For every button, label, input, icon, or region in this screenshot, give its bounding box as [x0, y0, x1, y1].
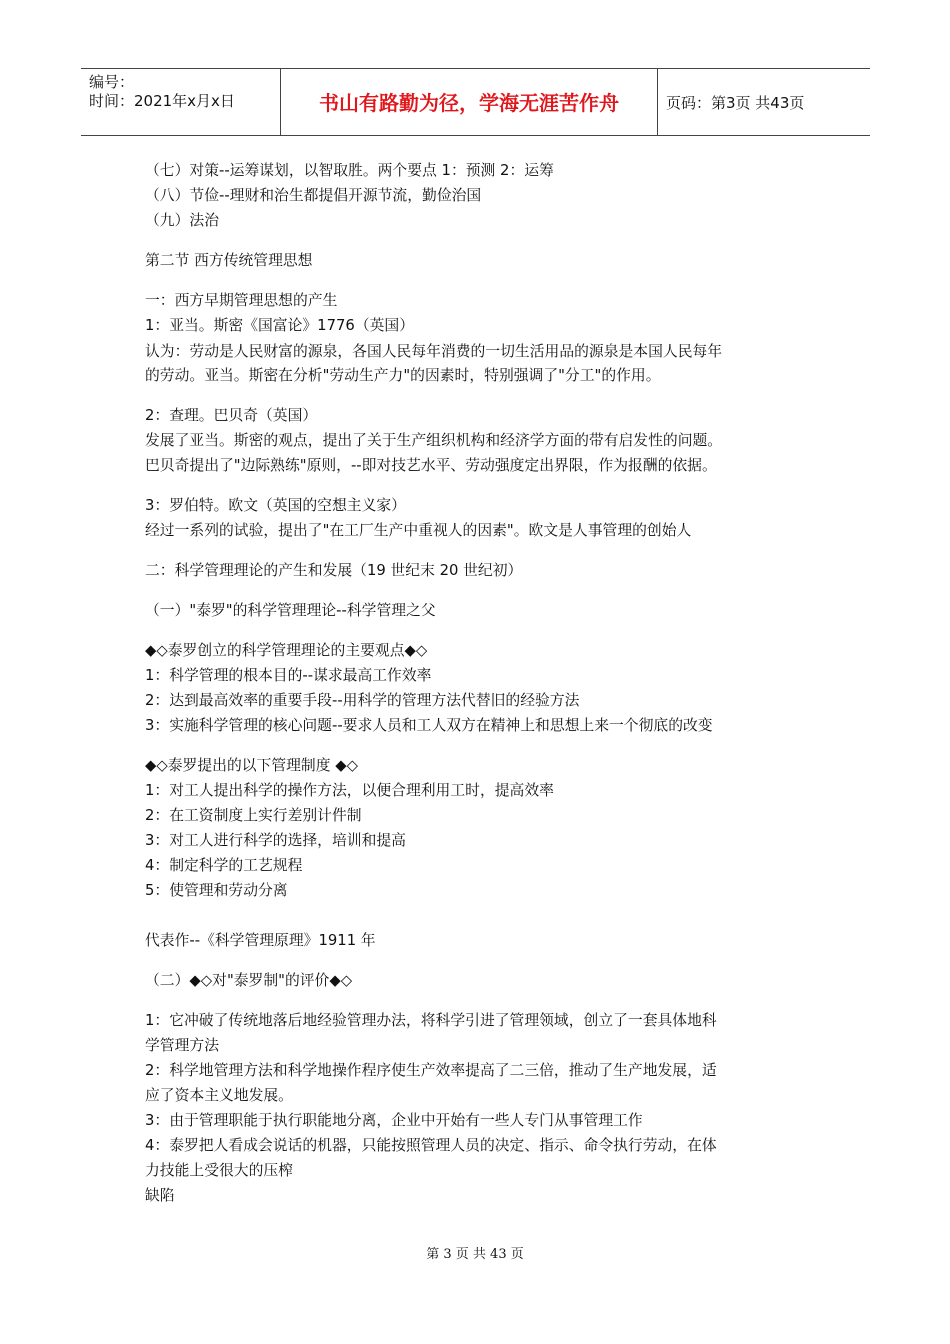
text-line: 3：对工人进行科学的选择，培训和提高	[145, 832, 406, 849]
text-line: 经过一系列的试验，提出了"在工厂生产中重视人的因素"。欧文是人事管理的创始人	[145, 522, 692, 539]
page-header	[81, 68, 870, 136]
text-line: 1：它冲破了传统地落后地经验管理办法，将科学引进了管理领域，创立了一套具体地科	[145, 1012, 717, 1029]
text-line: 5：使管理和劳动分离	[145, 882, 288, 899]
page-footer: 第 3 页 共 43 页	[426, 1247, 524, 1262]
text-line: （九）法治	[145, 212, 219, 229]
text-line: 1：科学管理的根本目的--谋求最高工作效率	[145, 667, 432, 684]
text-line: 发展了亚当。斯密的观点，提出了关于生产组织机构和经济学方面的带有启发性的问题。	[145, 432, 723, 449]
text-line: 4：泰罗把人看成会说话的机器，只能按照管理人员的决定、指示、命令执行劳动，在体	[145, 1137, 717, 1154]
text-line: （八）节俭--理财和治生都提倡开源节流，勤俭治国	[145, 187, 482, 204]
text-line: （二）◆◇对"泰罗制"的评价◆◇	[145, 972, 353, 989]
text-line: 一：西方早期管理思想的产生	[145, 292, 338, 309]
text-line: 学管理方法	[145, 1037, 219, 1054]
text-line: 3：由于管理职能于执行职能地分离，企业中开始有一些人专门从事管理工作	[145, 1112, 643, 1129]
text-line: （七）对策--运筹谋划，以智取胜。两个要点 1：预测 2：运筹	[145, 162, 554, 179]
text-line: 应了资本主义地发展。	[145, 1087, 293, 1104]
page-info: 页码：第3页 共43页	[666, 94, 805, 112]
header-motto-cell	[281, 69, 658, 135]
text-line: 2：在工资制度上实行差别计件制	[145, 807, 362, 824]
text-line: 2：科学地管理方法和科学地操作程序使生产效率提高了二三倍，推动了生产地发展，适	[145, 1062, 717, 1079]
text-line: 巴贝奇提出了"边际熟练"原则，--即对技艺水平、劳动强度定出界限，作为报酬的依据。	[145, 457, 717, 474]
text-line: 认为：劳动是人民财富的源泉，各国人民每年消费的一切生活用品的源泉是本国人民每年	[145, 343, 723, 360]
text-line: 力技能上受很大的压榨	[145, 1162, 293, 1179]
text-line: ◆◇泰罗提出的以下管理制度 ◆◇	[145, 757, 358, 774]
header-page-cell	[658, 69, 870, 135]
text-line: 缺陷	[145, 1187, 175, 1204]
date-label: 时间：2021年x月x日	[89, 92, 235, 110]
text-line: 1：亚当。斯密《国富论》1776（英国）	[145, 317, 415, 334]
text-line: 2：达到最高效率的重要手段--用科学的管理方法代替旧的经验方法	[145, 692, 580, 709]
text-line: 3：实施科学管理的核心问题--要求人员和工人双方在精神上和思想上来一个彻底的改变	[145, 717, 713, 734]
document-number-label: 编号：	[89, 73, 135, 91]
text-line: 1：对工人提出科学的操作方法，以便合理利用工时，提高效率	[145, 782, 554, 799]
text-line: 4：制定科学的工艺规程	[145, 857, 303, 874]
text-line: 二：科学管理理论的产生和发展（19 世纪末 20 世纪初）	[145, 562, 523, 579]
motto-text: 书山有路勤为径，学海无涯苦作舟	[319, 91, 619, 115]
text-line: 代表作--《科学管理原理》1911 年	[145, 932, 376, 949]
text-line: （一）"泰罗"的科学管理理论--科学管理之父	[145, 602, 436, 619]
text-line: ◆◇泰罗创立的科学管理理论的主要观点◆◇	[145, 642, 428, 659]
section-heading: 第二节 西方传统管理思想	[145, 252, 313, 269]
header-info-cell	[81, 69, 281, 135]
text-line: 2：查理。巴贝奇（英国）	[145, 407, 318, 424]
text-line: 的劳动。亚当。斯密在分析"劳动生产力"的因素时，特别强调了"分工"的作用。	[145, 367, 661, 384]
text-line: 3：罗伯特。欧文（英国的空想主义家）	[145, 497, 406, 514]
